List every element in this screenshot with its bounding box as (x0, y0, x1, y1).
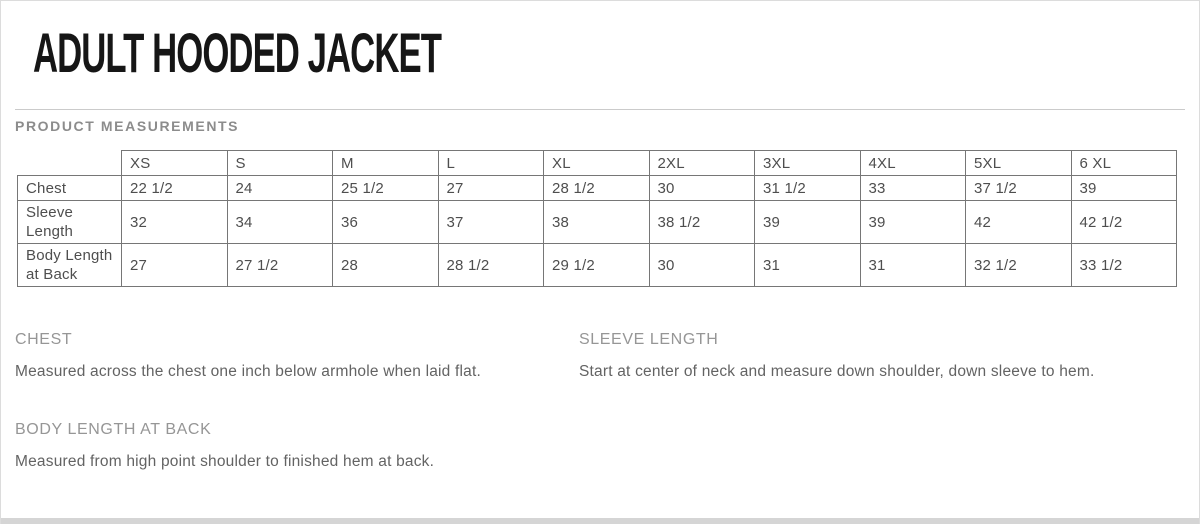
measurement-cell: 31 (755, 244, 861, 287)
definition-term: SLEEVE LENGTH (579, 331, 719, 348)
measurement-cell: 42 (966, 201, 1072, 244)
row-label: Body Length at Back (18, 244, 122, 287)
measurement-cell: 39 (1071, 176, 1177, 201)
size-column-header: 5XL (966, 151, 1072, 176)
measurement-cell: 27 (122, 244, 228, 287)
size-column-header: 6 XL (1071, 151, 1177, 176)
measurement-cell: 30 (649, 176, 755, 201)
measurement-cell: 39 (860, 201, 966, 244)
size-column-header: 4XL (860, 151, 966, 176)
definition-term: BODY LENGTH AT BACK (15, 421, 212, 438)
measurement-cell: 37 1/2 (966, 176, 1072, 201)
measurement-cell: 31 1/2 (755, 176, 861, 201)
size-column-header: L (438, 151, 544, 176)
section-heading: PRODUCT MEASUREMENTS (15, 118, 240, 134)
table-corner-cell (18, 151, 122, 176)
measurement-cell: 24 (227, 176, 333, 201)
measurement-cell: 25 1/2 (333, 176, 439, 201)
measurement-cell: 38 (544, 201, 650, 244)
measurement-cell: 34 (227, 201, 333, 244)
measurement-cell: 38 1/2 (649, 201, 755, 244)
row-label: Chest (18, 176, 122, 201)
divider (15, 109, 1185, 110)
table-row-body-length (18, 244, 1177, 287)
measurement-cell: 39 (755, 201, 861, 244)
measurement-cell: 27 (438, 176, 544, 201)
size-column-header: 2XL (649, 151, 755, 176)
definition-body-length (15, 421, 579, 475)
size-column-header: XS (122, 151, 228, 176)
definition-description: Measured from high point shoulder to finished hem at back. (15, 453, 435, 470)
measurement-cell: 30 (649, 244, 755, 287)
definition-chest (15, 331, 579, 385)
size-column-header: S (227, 151, 333, 176)
size-column-header: XL (544, 151, 650, 176)
size-column-header: M (333, 151, 439, 176)
size-header-row (18, 151, 1177, 176)
definition-sleeve-length (579, 331, 1119, 385)
measurement-cell: 22 1/2 (122, 176, 228, 201)
measurement-cell: 32 1/2 (966, 244, 1072, 287)
definition-description: Start at center of neck and measure down shoulder, down sleeve to hem. (579, 363, 1095, 380)
measurement-cell: 32 (122, 201, 228, 244)
measurements-table (17, 150, 1177, 287)
measurement-cell: 31 (860, 244, 966, 287)
table-row-chest (18, 176, 1177, 201)
row-label: Sleeve Length (18, 201, 122, 244)
size-column-header: 3XL (755, 151, 861, 176)
measurement-definitions (15, 331, 1185, 475)
measurement-cell: 36 (333, 201, 439, 244)
measurement-cell: 27 1/2 (227, 244, 333, 287)
measurement-cell: 42 1/2 (1071, 201, 1177, 244)
measurement-cell: 28 1/2 (544, 176, 650, 201)
measurement-cell: 29 1/2 (544, 244, 650, 287)
measurement-cell: 28 1/2 (438, 244, 544, 287)
measurement-cell: 28 (333, 244, 439, 287)
definition-term: CHEST (15, 331, 73, 348)
measurement-cell: 33 1/2 (1071, 244, 1177, 287)
measurement-cell: 33 (860, 176, 966, 201)
bottom-edge-bar (1, 518, 1199, 524)
table-row-sleeve-length (18, 201, 1177, 244)
page-title: ADULT HOODED JACKET (33, 21, 441, 84)
definition-description: Measured across the chest one inch below armhole when laid flat. (15, 363, 481, 380)
measurement-cell: 37 (438, 201, 544, 244)
